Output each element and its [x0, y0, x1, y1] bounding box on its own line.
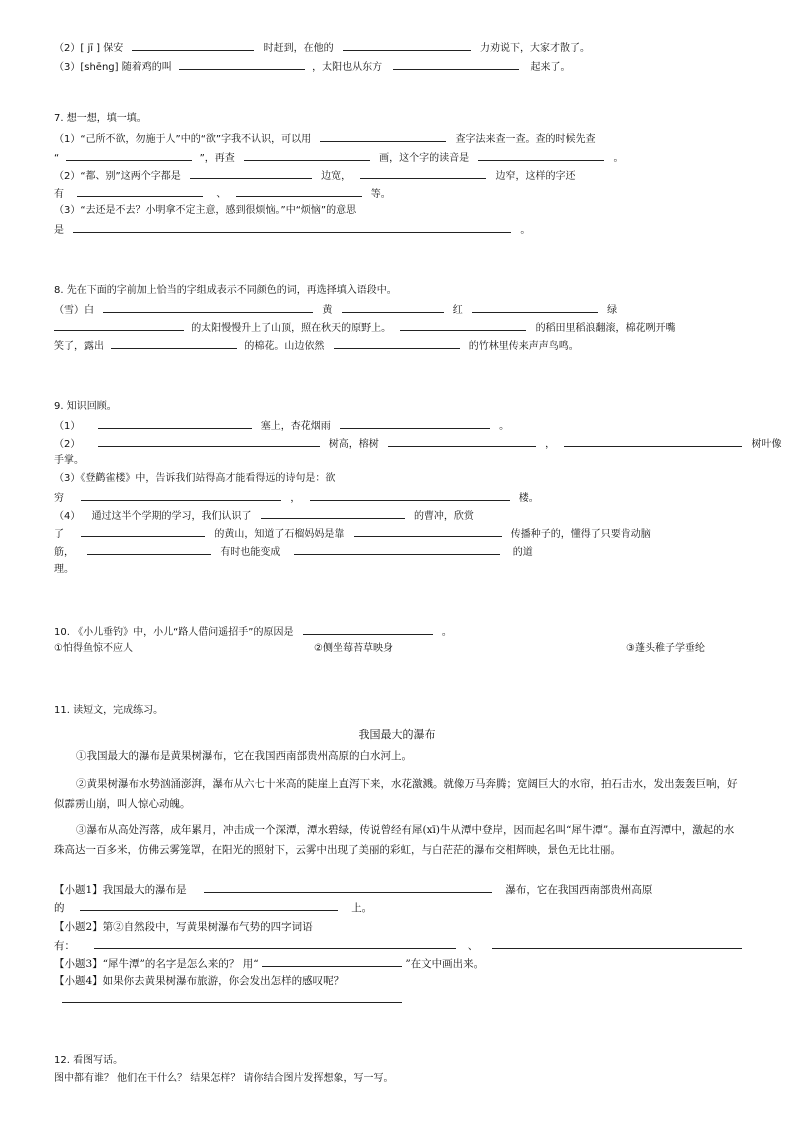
answer-blank[interactable]	[472, 302, 598, 313]
text: 的	[54, 902, 65, 914]
q8-line-2	[54, 320, 676, 336]
answer-blank[interactable]	[54, 320, 184, 331]
text: （2）“都、别”这两个字都是	[54, 171, 181, 182]
q7-line-3	[54, 168, 575, 184]
answer-blank[interactable]	[81, 490, 281, 501]
text: 了	[54, 529, 64, 540]
q7-line-4	[54, 186, 391, 202]
text: 。	[613, 153, 624, 164]
text: （1）“己所不欲，勿施于人”中的“欲”字我不认识，可以用	[54, 134, 312, 145]
text: 力劝说下，大家才散了。	[480, 43, 591, 54]
text: 的道	[512, 547, 533, 558]
answer-blank[interactable]	[334, 338, 460, 349]
passage-title: 我国最大的瀑布	[358, 728, 436, 741]
text: 上。	[351, 902, 373, 914]
q7-line-6	[54, 222, 530, 238]
answer-blank[interactable]	[244, 150, 370, 161]
text: （3）[shēng] 随着鸡的叫	[54, 62, 172, 73]
q8-line-3	[54, 338, 579, 354]
text: 、	[216, 189, 227, 200]
text: 起来了。	[530, 62, 571, 73]
answer-blank[interactable]	[342, 302, 444, 313]
q10-option-2[interactable]: ②侧坐莓苔草映身	[314, 643, 393, 654]
answer-blank[interactable]	[261, 508, 405, 519]
text: ③瀑布从高处泻落，成年累月，冲击成一个深潭，潭水碧绿，传说曾经有犀(xī)牛从潭中登岸，因而起名叫“犀牛潭”。瀑布直泻潭中，激起的水珠高达一百多米，仿佛云雾笼罩，在阳光的照射下，云雾中出现了美丽的彩虹，与白茫茫的瀑布交相辉映，景色无比壮丽。	[54, 824, 735, 856]
answer-blank[interactable]	[73, 222, 511, 233]
text: ，	[545, 439, 556, 450]
answer-blank[interactable]	[360, 168, 486, 179]
passage-paragraph-1	[54, 746, 744, 766]
passage-paragraph-2	[54, 774, 744, 814]
text: 的稻田里稻浪翻滚，棉花咧开嘴	[535, 323, 676, 334]
q7-line-1	[54, 131, 595, 147]
answer-blank[interactable]	[132, 40, 254, 51]
q11-sub-4: 【小题4】如果你去黄果树瀑布旅游，你会发出怎样的感叹呢？	[54, 975, 345, 987]
answer-blank[interactable]	[77, 186, 203, 197]
answer-blank[interactable]	[94, 938, 456, 949]
text: （2）[ jī ] 保安	[54, 43, 124, 54]
text: 笑了，露出	[54, 341, 104, 352]
text: （4）	[54, 511, 81, 522]
text: 有：	[54, 940, 75, 952]
text: ”，再查	[199, 153, 235, 164]
q11-sub-2-cont	[54, 938, 742, 953]
answer-blank[interactable]	[492, 938, 742, 949]
q11-sub-2: 【小题2】第②自然段中，写黄果树瀑布气势的四字词语	[54, 921, 313, 933]
text: 边窄，这样的字还	[495, 171, 576, 182]
text: 塞上，杏花烟雨	[260, 421, 331, 432]
text: 的竹林里传来声声鸟鸣。	[468, 341, 579, 352]
answer-blank[interactable]	[66, 150, 192, 161]
answer-blank[interactable]	[98, 418, 252, 429]
answer-line[interactable]	[62, 1002, 402, 1003]
text: 的黄山，知道了石榴妈妈是靠	[214, 529, 345, 540]
text: 有时也能变成	[220, 547, 281, 558]
q8-title: 8. 先在下面的字前加上恰当的字组成表示不同颜色的词，再选择填入语段中。	[54, 285, 397, 296]
answer-blank[interactable]	[236, 186, 362, 197]
text: 传播种子的，懂得了只要肯动脑	[510, 529, 651, 540]
passage-paragraph-3	[54, 820, 744, 860]
q11-sub-3	[54, 956, 484, 971]
text: 的太阳慢慢升上了山顶，照在秋天的原野上。	[191, 323, 392, 334]
text: 树高，榕树	[328, 439, 379, 450]
answer-blank[interactable]	[354, 526, 502, 537]
q9-line-7	[54, 526, 651, 542]
text: ”在文中画出来。	[405, 958, 485, 970]
text: 绿	[607, 305, 618, 316]
answer-blank[interactable]	[393, 59, 519, 70]
text: 等。	[370, 189, 391, 200]
answer-blank[interactable]	[294, 544, 500, 555]
answer-blank[interactable]	[400, 320, 526, 331]
text: 黄	[322, 305, 333, 316]
q-line-2	[54, 59, 570, 75]
q11-title: 11. 读短文，完成练习。	[54, 705, 164, 716]
text: 有	[54, 189, 64, 200]
text: 。	[499, 421, 510, 432]
answer-blank[interactable]	[80, 900, 338, 911]
q12-prompt: 图中都有谁？ 他们在干什么？ 结果怎样？ 请你结合图片发挥想象，写一写。	[54, 1073, 394, 1084]
q9-line-9: 理。	[54, 564, 74, 575]
q9-line-5	[54, 490, 539, 506]
answer-blank[interactable]	[303, 624, 433, 635]
text: ②黄果树瀑布水势汹涌澎湃，瀑布从六七十米高的陡崖上直泻下来，水花激溅。就像万马奔腾；宽阔巨大的水帘，拍石击水，发出轰轰巨响，好似霹雳山崩，叫人惊心动魄。	[54, 778, 738, 810]
q11-sub-1	[54, 882, 652, 897]
answer-blank[interactable]	[564, 436, 742, 447]
answer-blank[interactable]	[81, 526, 205, 537]
text: 通过这半个学期的学习，我们认识了	[91, 511, 252, 522]
text: 楼。	[518, 493, 539, 504]
text: 的曹冲，欣赏	[413, 511, 474, 522]
q11-sub-1-cont	[54, 900, 372, 915]
q9-line-6	[54, 508, 474, 524]
q8-line-1	[54, 302, 617, 318]
text: 。	[520, 225, 531, 236]
text: 【小题1】我国最大的瀑布是	[54, 884, 187, 896]
q9-line-4: （3）《登鹳雀楼》中，告诉我们站得高才能看得远的诗句是：欲	[54, 473, 336, 484]
text: ①我国最大的瀑布是黄果树瀑布，它在我国西南部贵州高原的白水河上。	[76, 750, 412, 762]
text: 查字法来查一查。查的时候先查	[455, 134, 596, 145]
answer-blank[interactable]	[340, 418, 490, 429]
answer-blank[interactable]	[262, 956, 402, 967]
q9-line-8	[54, 544, 533, 560]
answer-blank[interactable]	[98, 436, 320, 447]
text: 【小题3】“犀牛潭”的名字是怎么来的？ 用“	[54, 958, 259, 970]
answer-blank[interactable]	[111, 338, 237, 349]
text: 穷	[54, 493, 64, 504]
text: （2）	[54, 439, 81, 450]
text: 树叶像	[751, 439, 782, 450]
text: （雪）白	[54, 305, 94, 316]
text: 的棉花。山边依然	[244, 341, 325, 352]
text: 瀑布，它在我国西南部贵州高原	[505, 884, 653, 896]
text: 、	[467, 940, 479, 952]
q7-title: 7. 想一想，填一填。	[54, 113, 147, 124]
answer-blank[interactable]	[343, 40, 471, 51]
q-line-1	[54, 40, 590, 56]
q10-title	[54, 624, 452, 640]
answer-blank[interactable]	[388, 436, 536, 447]
text: （1）	[54, 421, 81, 432]
q9-line-1	[54, 418, 509, 434]
answer-blank[interactable]	[190, 168, 312, 179]
answer-blank[interactable]	[87, 544, 211, 555]
q7-line-2	[54, 150, 624, 166]
text: 。	[441, 627, 452, 638]
answer-blank[interactable]	[179, 59, 305, 70]
text: 是	[54, 225, 64, 236]
q10-option-3[interactable]: ③蓬头稚子学垂纶	[626, 643, 705, 654]
text: ，太阳也从东方	[312, 62, 383, 73]
answer-blank[interactable]	[103, 302, 313, 313]
q12-title: 12. 看图写话。	[54, 1055, 124, 1066]
text: ，	[290, 493, 301, 504]
answer-blank[interactable]	[310, 490, 510, 501]
text: 时赶到，在他的	[263, 43, 334, 54]
text: “	[54, 153, 60, 164]
answer-blank[interactable]	[478, 150, 604, 161]
text: 边宽，	[321, 171, 352, 182]
answer-blank[interactable]	[204, 882, 492, 893]
q9-title: 9. 知识回顾。	[54, 401, 117, 412]
text: 画，这个字的读音是	[379, 153, 470, 164]
q7-line-5: （3）“去还是不去？小明拿不定主意，感到很烦恼。”中“烦恼”的意思	[54, 205, 357, 216]
q10-option-1[interactable]: ①怕得鱼惊不应人	[54, 643, 133, 654]
q9-line-2	[54, 436, 782, 452]
q9-line-3: 手掌。	[54, 455, 84, 466]
text: 红	[452, 305, 463, 316]
answer-blank[interactable]	[320, 131, 446, 142]
text: 10. 《小儿垂钓》中，小儿“路人借问遥招手”的原因是	[54, 627, 294, 638]
text: 筋，	[54, 547, 74, 558]
